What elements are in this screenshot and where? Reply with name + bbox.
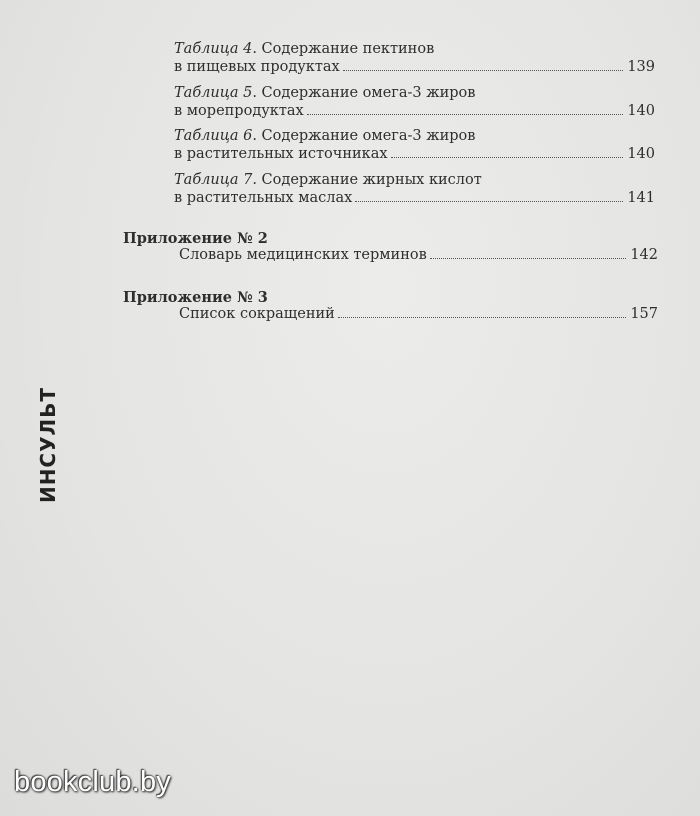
table-title: . Содержание омега-3 жиров	[252, 128, 476, 144]
dot-leader	[391, 157, 624, 158]
dot-leader	[355, 201, 623, 202]
table-label: Таблица 4	[174, 41, 253, 57]
table-title-line2: в пищевых продуктах	[174, 59, 340, 75]
table-label: Таблица 6	[174, 128, 253, 144]
appendix-item: Словарь медицинских терминов	[179, 247, 427, 263]
table-title: . Содержание омега-3 жиров	[252, 85, 476, 101]
page-number: 142	[630, 247, 658, 263]
dot-leader	[343, 70, 624, 71]
page-number: 141	[627, 190, 655, 206]
spine-title-text: ИНСУЛЬТ	[36, 386, 60, 504]
page-number: 139	[627, 59, 655, 75]
table-title: . Содержание жирных кислот	[252, 172, 482, 188]
table-title-line2: в растительных источниках	[174, 146, 388, 162]
appendix-item: Список сокращений	[179, 306, 335, 322]
appendix-3-title: Приложение № 3	[123, 289, 268, 306]
page-number: 157	[630, 306, 658, 322]
watermark: bookclub.by	[14, 766, 171, 798]
page-number: 140	[627, 146, 655, 162]
spine-title	[28, 386, 68, 504]
appendix-2-title: Приложение № 2	[123, 230, 268, 247]
dot-leader	[430, 258, 627, 259]
dot-leader	[307, 114, 624, 115]
table-label: Таблица 7	[174, 172, 253, 188]
table-title-line2: в морепродуктах	[174, 103, 304, 119]
page-number: 140	[627, 103, 655, 119]
dot-leader	[338, 317, 626, 318]
table-title-line2: в растительных маслах	[174, 190, 353, 206]
table-label: Таблица 5	[174, 85, 253, 101]
table-title: . Содержание пектинов	[252, 41, 435, 57]
